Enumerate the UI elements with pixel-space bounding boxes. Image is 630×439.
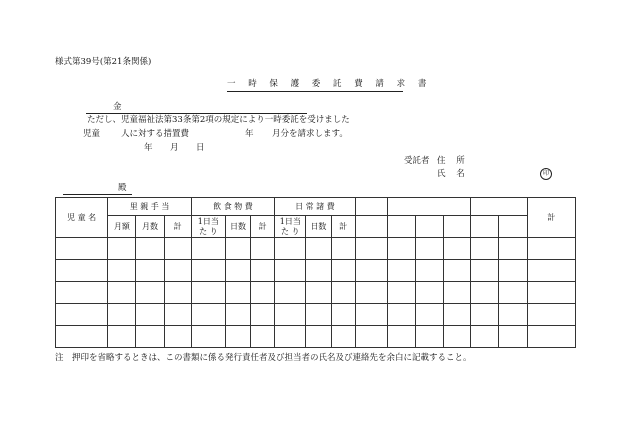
amount-cell bbox=[108, 238, 136, 260]
date-day: 日 bbox=[196, 143, 205, 153]
blank-group-header bbox=[471, 198, 527, 216]
total-header: 計 bbox=[527, 198, 575, 238]
amount-cell bbox=[108, 260, 136, 282]
body-child-label: 児童 bbox=[83, 129, 101, 139]
child-name-cell bbox=[56, 282, 108, 304]
amount-cell bbox=[387, 326, 415, 348]
amount-cell bbox=[387, 282, 415, 304]
amount-cell bbox=[164, 326, 191, 348]
table-row bbox=[56, 260, 576, 282]
body-suffix: 人に対する措置費 bbox=[121, 129, 190, 139]
per-day-header: 1日当 た り bbox=[275, 216, 306, 238]
amount-cell bbox=[415, 282, 443, 304]
amount-cell bbox=[251, 326, 275, 348]
amount-cell bbox=[306, 238, 331, 260]
amount-cell bbox=[251, 304, 275, 326]
amount-cell bbox=[108, 304, 136, 326]
amount-cell bbox=[499, 326, 527, 348]
amount-cell bbox=[306, 304, 331, 326]
subtotal-header: 計 bbox=[164, 216, 191, 238]
body-month-tail: 月分を請求します。 bbox=[272, 129, 348, 139]
total-cell bbox=[527, 282, 575, 304]
total-cell bbox=[527, 238, 575, 260]
amount-cell bbox=[225, 282, 250, 304]
amount-cell bbox=[306, 282, 331, 304]
amount-cell bbox=[387, 238, 415, 260]
amount-cell bbox=[499, 282, 527, 304]
total-cell bbox=[527, 260, 575, 282]
amount-cell bbox=[331, 326, 355, 348]
days-header: 日数 bbox=[306, 216, 331, 238]
amount-cell bbox=[136, 238, 164, 260]
amount-cell bbox=[136, 260, 164, 282]
blank-group-header bbox=[387, 198, 470, 216]
amount-cell bbox=[136, 326, 164, 348]
amount-cell bbox=[355, 326, 387, 348]
amount-cell bbox=[471, 282, 499, 304]
table-row bbox=[56, 238, 576, 260]
daily-expenses-header: 日 常 諸 費 bbox=[275, 198, 355, 216]
amount-cell bbox=[387, 260, 415, 282]
header-row-2 bbox=[56, 216, 576, 238]
amount-cell bbox=[136, 304, 164, 326]
amount-cell bbox=[331, 238, 355, 260]
amount-cell bbox=[331, 304, 355, 326]
amount-cell bbox=[306, 326, 331, 348]
amount-cell bbox=[225, 304, 250, 326]
table-row bbox=[56, 326, 576, 348]
document-title: 一 時 保 護 委 託 費 請 求 書 bbox=[227, 79, 432, 89]
amount-cell bbox=[225, 326, 250, 348]
amount-cell bbox=[306, 260, 331, 282]
amount-cell bbox=[275, 304, 306, 326]
addressee-underline bbox=[63, 194, 132, 195]
blank-sub-header bbox=[499, 216, 527, 238]
months-header: 月数 bbox=[136, 216, 164, 238]
child-name-cell bbox=[56, 260, 108, 282]
amount-cell bbox=[471, 304, 499, 326]
blank-sub-header bbox=[471, 216, 499, 238]
blank-sub-header bbox=[387, 216, 415, 238]
amount-cell bbox=[164, 260, 191, 282]
child-name-header: 児 童 名 bbox=[56, 198, 108, 238]
body-line-1: ただし、児童福祉法第33条第2項の規定により一時委託を受けました bbox=[87, 115, 350, 125]
amount-cell bbox=[191, 304, 225, 326]
foster-allowance-header: 里 親 手 当 bbox=[108, 198, 191, 216]
amount-cell bbox=[471, 326, 499, 348]
amount-cell bbox=[275, 326, 306, 348]
amount-cell bbox=[108, 282, 136, 304]
amount-cell bbox=[225, 238, 250, 260]
contractor-address-label: 住 所 bbox=[437, 156, 469, 166]
amount-cell bbox=[499, 260, 527, 282]
amount-cell bbox=[275, 282, 306, 304]
amount-cell bbox=[251, 282, 275, 304]
amount-cell bbox=[225, 260, 250, 282]
form-number: 様式第39号(第21条関係) bbox=[55, 57, 152, 67]
amount-cell bbox=[499, 304, 527, 326]
child-name-cell bbox=[56, 304, 108, 326]
amount-cell bbox=[471, 260, 499, 282]
amount-cell bbox=[275, 260, 306, 282]
total-cell bbox=[527, 304, 575, 326]
amount-cell bbox=[415, 304, 443, 326]
date-year: 年 bbox=[144, 143, 153, 153]
amount-cell bbox=[251, 260, 275, 282]
amount-cell bbox=[355, 238, 387, 260]
body-year: 年 bbox=[245, 129, 254, 139]
contractor-name-label: 氏 名 bbox=[437, 169, 469, 179]
blank-sub-header bbox=[355, 216, 387, 238]
seal-icon: 印 bbox=[540, 168, 552, 180]
header-row-1 bbox=[56, 198, 576, 216]
amount-label: 金 bbox=[113, 102, 122, 112]
amount-cell bbox=[164, 238, 191, 260]
child-name-cell bbox=[56, 326, 108, 348]
amount-cell bbox=[355, 260, 387, 282]
amount-cell bbox=[251, 238, 275, 260]
amount-cell bbox=[415, 326, 443, 348]
amount-cell bbox=[275, 238, 306, 260]
amount-cell bbox=[444, 260, 471, 282]
subtotal-header: 計 bbox=[331, 216, 355, 238]
food-cost-header: 飲 食 物 費 bbox=[191, 198, 274, 216]
amount-cell bbox=[499, 238, 527, 260]
amount-cell bbox=[444, 326, 471, 348]
blank-sub-header bbox=[415, 216, 443, 238]
amount-cell bbox=[415, 260, 443, 282]
amount-cell bbox=[108, 326, 136, 348]
blank-sub-header bbox=[444, 216, 471, 238]
amount-cell bbox=[191, 260, 225, 282]
subtotal-header: 計 bbox=[251, 216, 275, 238]
amount-cell bbox=[444, 304, 471, 326]
child-name-cell bbox=[56, 238, 108, 260]
amount-cell bbox=[191, 282, 225, 304]
footnote: 注 押印を省略するときは、この書類に係る発行責任者及び担当者の氏名及び連絡先を余白に記載すること。 bbox=[55, 353, 472, 363]
monthly-amount-header: 月額 bbox=[108, 216, 136, 238]
amount-cell bbox=[444, 282, 471, 304]
title-underline bbox=[227, 91, 403, 92]
amount-cell bbox=[164, 282, 191, 304]
amount-cell bbox=[355, 282, 387, 304]
amount-cell bbox=[164, 304, 191, 326]
amount-cell bbox=[387, 304, 415, 326]
amount-cell bbox=[471, 238, 499, 260]
amount-cell bbox=[191, 326, 225, 348]
addressee-label: 殿 bbox=[118, 183, 127, 193]
amount-cell bbox=[331, 260, 355, 282]
total-cell bbox=[527, 326, 575, 348]
contractor-role: 受託者 bbox=[404, 156, 430, 166]
blank-header-cell bbox=[355, 198, 387, 216]
table-row bbox=[56, 282, 576, 304]
amount-cell bbox=[136, 282, 164, 304]
amount-cell bbox=[331, 282, 355, 304]
amount-cell bbox=[191, 238, 225, 260]
amount-underline bbox=[86, 113, 307, 114]
days-header: 日数 bbox=[225, 216, 250, 238]
amount-cell bbox=[355, 304, 387, 326]
amount-cell bbox=[415, 238, 443, 260]
table-row bbox=[56, 304, 576, 326]
amount-cell bbox=[444, 238, 471, 260]
date-month: 月 bbox=[170, 143, 179, 153]
expense-table bbox=[55, 197, 576, 348]
per-day-header: 1日当 た り bbox=[191, 216, 225, 238]
